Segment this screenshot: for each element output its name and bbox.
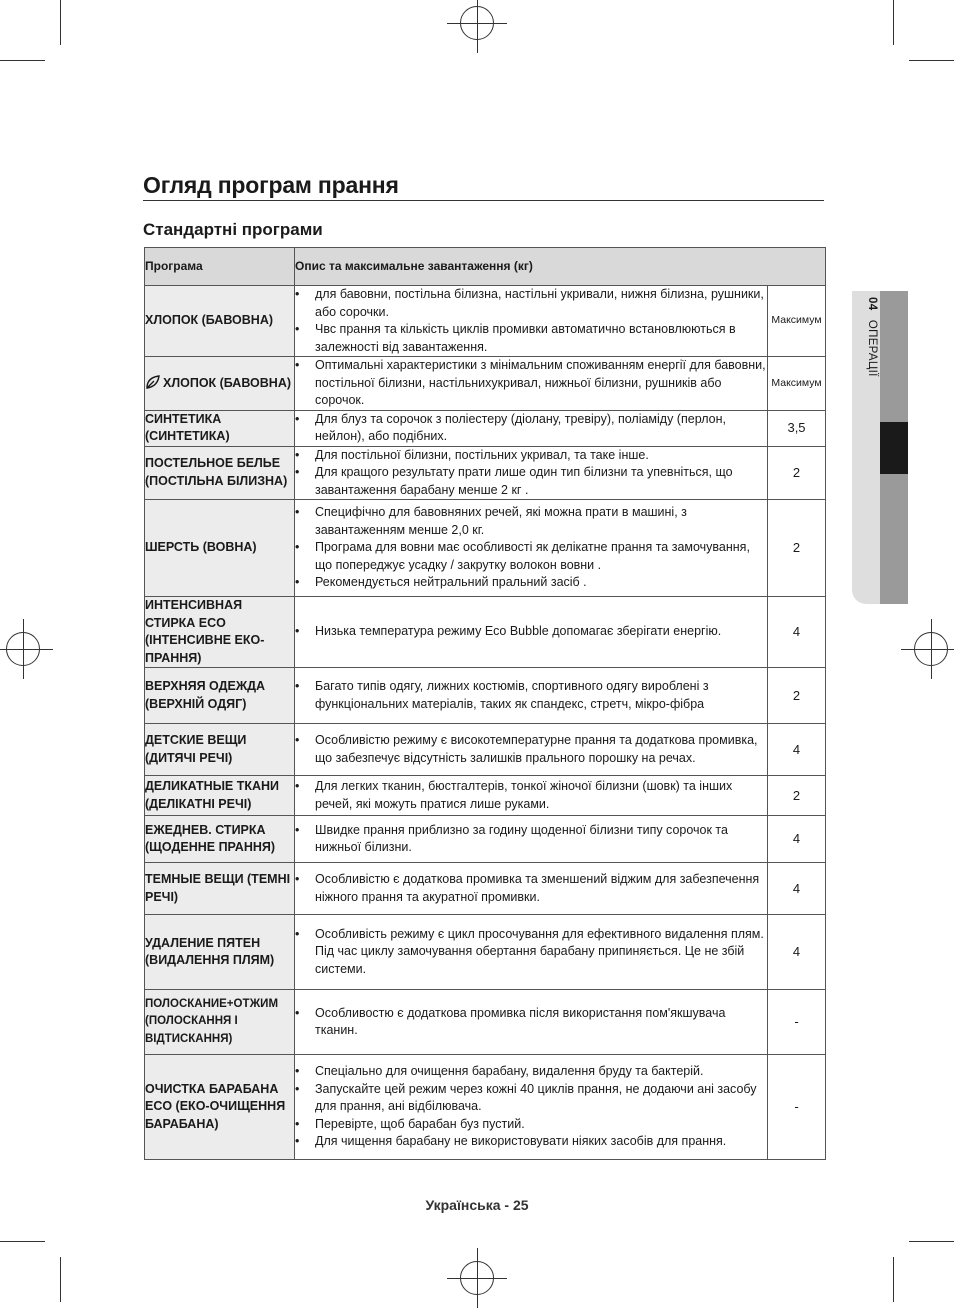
program-name-cell xyxy=(145,446,295,500)
program-name: ЕЖЕДНЕВ. СТИРКА (ЩОДЕННЕ ПРАННЯ) xyxy=(145,822,276,854)
chapter-number: 04 xyxy=(866,297,878,311)
program-description-cell xyxy=(295,816,768,863)
program-name: ХЛОПОК (БАВОВНА) xyxy=(163,376,292,390)
description-bullet: • Рекомендується нейтральний пральний засіб . xyxy=(295,574,767,592)
registration-mark xyxy=(460,6,494,40)
program-description-cell xyxy=(295,357,768,411)
table-header-row xyxy=(145,248,826,286)
description-list xyxy=(295,504,767,592)
crop-mark xyxy=(60,1257,61,1302)
program-name-cell xyxy=(145,1055,295,1160)
program-name: ХЛОПОК (БАВОВНА) xyxy=(145,313,274,328)
description-list xyxy=(295,822,767,857)
description-list xyxy=(295,623,767,641)
table-row xyxy=(145,668,826,724)
program-name-cell xyxy=(145,776,295,816)
program-name-cell xyxy=(145,816,295,863)
description-column-header: Опис та максимальне завантаження (кг) xyxy=(295,248,826,286)
description-bullet: • Особливістю режиму є високотемпературне прання та додаткова промивка, що забезпечує відсутність залишків прального порошку на речах. xyxy=(295,732,767,767)
description-list xyxy=(295,871,767,906)
page-footer: Українська - 25 xyxy=(425,1197,529,1213)
description-list xyxy=(295,732,767,767)
program-name-cell xyxy=(145,915,295,990)
program-column-header: Програма xyxy=(145,248,295,286)
description-bullet: • Для легких тканин, бюстгалтерів, тонкої жіночої білизни (шовк) та інших речей, які можуть пратися лише руками. xyxy=(295,778,767,813)
description-bullet: • для бавовни, постільна білизна, настільні укривали, нижня білизна, рушники, або сорочки. xyxy=(295,286,767,321)
description-list xyxy=(295,1063,767,1151)
table-row xyxy=(145,597,826,668)
program-description-cell xyxy=(295,863,768,915)
section-title: Стандартні програми xyxy=(143,220,323,239)
table-row xyxy=(145,500,826,597)
description-list xyxy=(295,778,767,813)
crop-mark xyxy=(0,1241,45,1242)
description-bullet: • Для чищення барабану не використовувати ніяких засобів для прання. xyxy=(295,1133,767,1151)
program-name-cell xyxy=(145,410,295,446)
program-name: ВЕРХНЯЯ ОДЕЖДА (ВЕРХНІЙ ОДЯГ) xyxy=(145,679,266,711)
description-bullet: • Особливість режиму є цикл просочування для ефективного видалення плям. Під час циклу замочування обертання барабану припиняється. Це не збій системи. xyxy=(295,926,767,979)
registration-mark xyxy=(460,1261,494,1295)
description-list xyxy=(295,678,767,713)
crop-mark xyxy=(0,60,45,61)
description-bullet: • Багато типів одягу, лижних костюмів, спортивного одягу вироблені з функціональних матеріалів, таких як спандекс, стретч, мікро-фібра xyxy=(295,678,767,713)
program-name: ТЕМНЫЕ ВЕЩИ (ТЕМНІ РЕЧІ) xyxy=(145,872,291,904)
program-name: СИНТЕТИКА (СИНТЕТИКА) xyxy=(145,411,230,443)
max-load-cell: 4 xyxy=(768,863,826,915)
max-load-cell: 4 xyxy=(768,915,826,990)
description-list xyxy=(295,357,767,410)
max-load-cell: - xyxy=(768,990,826,1055)
description-bullet: • Перевірте, щоб барабан буз пустий. xyxy=(295,1116,767,1134)
program-name: ДЕТСКИЕ ВЕЩИ (ДИТЯЧІ РЕЧІ) xyxy=(145,733,247,765)
registration-mark xyxy=(6,632,40,666)
description-bullet: • Запускайте цей режим через кожні 40 циклів прання, не додаючи ані засобу для прання, ані відбілювача. xyxy=(295,1081,767,1116)
program-description-cell xyxy=(295,915,768,990)
program-description-cell xyxy=(295,776,768,816)
eco-icon xyxy=(145,374,161,390)
description-list xyxy=(295,411,767,446)
crop-mark xyxy=(909,60,954,61)
max-load-cell: 2 xyxy=(768,668,826,724)
program-description-cell xyxy=(295,446,768,500)
program-description-cell xyxy=(295,1055,768,1160)
table-row xyxy=(145,1055,826,1160)
program-description-cell xyxy=(295,990,768,1055)
table-row xyxy=(145,724,826,776)
page-title: Огляд програм прання xyxy=(143,172,824,201)
table-row xyxy=(145,776,826,816)
max-load-cell: 4 xyxy=(768,724,826,776)
max-load-cell: 2 xyxy=(768,446,826,500)
program-name: УДАЛЕНИЕ ПЯТЕН (ВИДАЛЕННЯ ПЛЯМ) xyxy=(145,935,275,967)
program-description-cell xyxy=(295,597,768,668)
description-list xyxy=(295,1005,767,1040)
description-bullet: • Специфічно для бавовняних речей, які можна прати в машині, з завантаженням менше 2,0 кг. xyxy=(295,504,767,539)
table-row xyxy=(145,357,826,411)
table-row xyxy=(145,863,826,915)
description-bullet: • Спеціально для очищення барабану, видалення бруду та бактерій. xyxy=(295,1063,767,1081)
description-bullet: • Для кращого результату прати лише один тип білизни та упевніться, що завантаження барабану менше 2 кг . xyxy=(295,464,767,499)
max-load-cell: 3,5 xyxy=(768,410,826,446)
table-row xyxy=(145,286,826,357)
description-bullet: • Чвс прання та кількість циклів промивки автоматично встановлюються в залежності від завантаження. xyxy=(295,321,767,356)
program-name-cell xyxy=(145,500,295,597)
program-name: ИНТЕНСИВНАЯ СТИРКА ECO (ІНТЕНСИВНЕ ЕКО-ПРАННЯ) xyxy=(145,598,265,665)
crop-mark xyxy=(893,0,894,45)
crop-mark xyxy=(60,0,61,45)
program-description-cell xyxy=(295,668,768,724)
max-load-cell: 2 xyxy=(768,776,826,816)
program-name-cell xyxy=(145,863,295,915)
program-name-cell xyxy=(145,357,295,411)
program-description-cell xyxy=(295,286,768,357)
description-bullet: • Для блуз та сорочок з поліестеру (діолану, тревіру), поліаміду (перлон, нейлон), або подібних. xyxy=(295,411,767,446)
description-bullet: • Для постільної білизни, постільних укривал, та таке інше. xyxy=(295,447,767,465)
registration-mark xyxy=(914,632,948,666)
program-name: ДЕЛИКАТНЫЕ ТКАНИ (ДЕЛІКАТНІ РЕЧІ) xyxy=(145,779,280,811)
description-list xyxy=(295,926,767,979)
max-load-cell: 4 xyxy=(768,816,826,863)
program-name-cell xyxy=(145,597,295,668)
programs-table-body xyxy=(145,286,826,1160)
program-name: ПОСТЕЛЬНОЕ БЕЛЬЕ (ПОСТІЛЬНА БІЛИЗНА) xyxy=(145,456,288,488)
program-description-cell xyxy=(295,724,768,776)
crop-mark xyxy=(909,1241,954,1242)
description-bullet: • Низька температура режиму Eco Bubble допомагає зберігати енергію. xyxy=(295,623,767,641)
description-bullet: • Особливостю є додаткова промивка після використання пом'якшувача тканин. xyxy=(295,1005,767,1040)
program-name-cell xyxy=(145,990,295,1055)
description-bullet: • Особливістю є додаткова промивка та зменшений віджим для забезпечення ніжного прання та акуратної промивки. xyxy=(295,871,767,906)
crop-mark xyxy=(893,1257,894,1302)
program-name-cell xyxy=(145,724,295,776)
description-bullet: • Швидке прання приблизно за годину щоденної білизни типу сорочок та нижньої білизни. xyxy=(295,822,767,857)
chapter-side-label xyxy=(858,297,878,377)
max-load-cell: Максимум xyxy=(768,286,826,357)
description-list xyxy=(295,286,767,356)
description-list xyxy=(295,447,767,500)
program-description-cell xyxy=(295,500,768,597)
program-name-cell xyxy=(145,668,295,724)
program-name-cell xyxy=(145,286,295,357)
chapter-label: ОПЕРАЦІЇ xyxy=(866,319,878,377)
program-name: ПОЛОСКАНИЕ+ОТЖИМ (ПОЛОСКАННЯ І ВІДТИСКАННЯ) xyxy=(145,997,279,1045)
max-load-cell: - xyxy=(768,1055,826,1160)
table-row xyxy=(145,446,826,500)
program-name: ШЕРСТЬ (ВОВНА) xyxy=(145,540,257,555)
table-row xyxy=(145,410,826,446)
programs-table xyxy=(144,247,826,1160)
program-name: ОЧИСТКА БАРАБАНА ECO (ЕКО-ОЧИЩЕННЯ БАРАБАНА) xyxy=(145,1081,286,1131)
description-bullet: • Оптимальні характеристики з мінімальним споживанням енергії для бавовни, постільної білизни, настільнихукривал, нижньої білизни, рушників або сорочок. xyxy=(295,357,767,410)
max-load-cell: Максимум xyxy=(768,357,826,411)
program-description-cell xyxy=(295,410,768,446)
table-row xyxy=(145,816,826,863)
table-row xyxy=(145,915,826,990)
table-row xyxy=(145,990,826,1055)
description-bullet: • Програма для вовни має особливості як делікатне прання та замочування, що попереджує усадку / закрутку волокон вовни . xyxy=(295,539,767,574)
max-load-cell: 4 xyxy=(768,597,826,668)
chapter-side-marker xyxy=(880,422,908,474)
max-load-cell: 2 xyxy=(768,500,826,597)
